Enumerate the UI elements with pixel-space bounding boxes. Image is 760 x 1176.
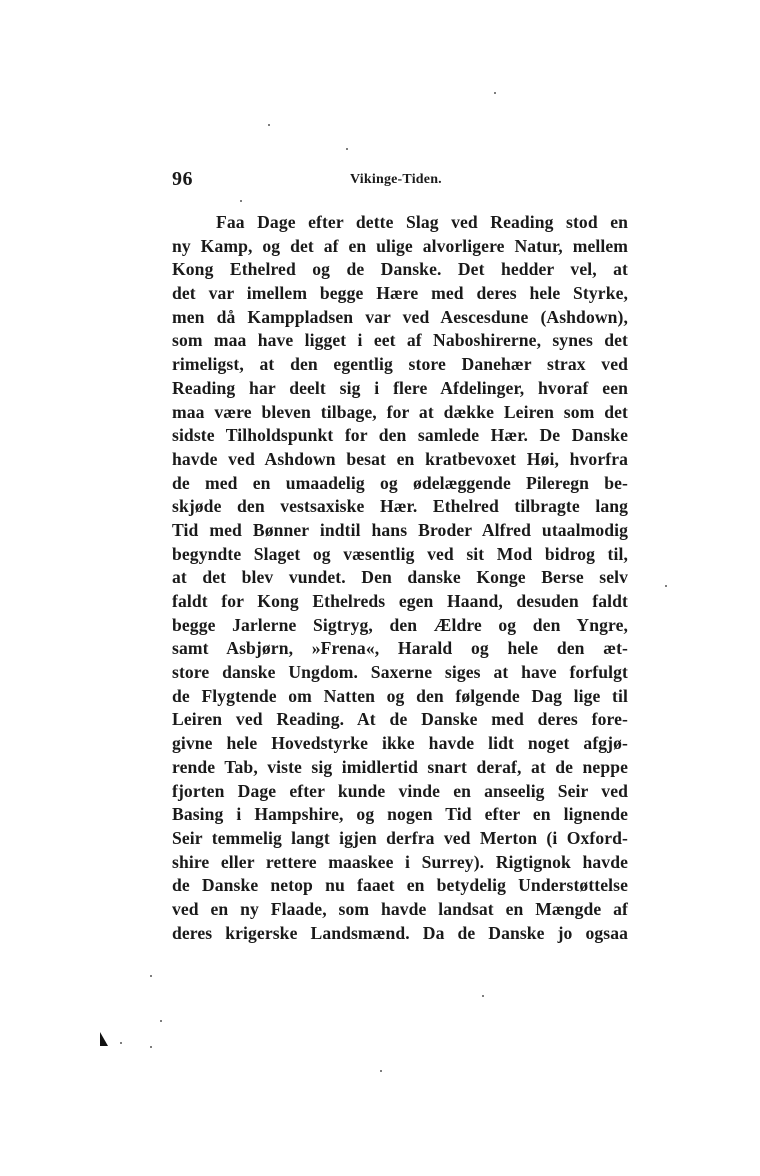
text-line: de med en umaadelig og ødelæggende Pileregn be- xyxy=(172,472,628,493)
text-line: rimeligst, at den egentlig store Danehær strax ved xyxy=(172,354,628,375)
scan-speck xyxy=(150,1046,152,1048)
scan-speck xyxy=(494,92,496,94)
text-line: Faa Dage efter dette Slag ved Reading stod en xyxy=(216,212,628,232)
text-line: skjøde den vestsaxiske Hær. Ethelred tilbragte lang xyxy=(172,496,628,517)
text-line: ny Kamp, og det af en ulige alvorligere Natur, mellem xyxy=(172,235,628,256)
text-line: Reading har deelt sig i flere Afdelinger, hvoraf een xyxy=(172,377,628,398)
text-line: fjorten Dage efter kunde vinde en anseelig Seir ved xyxy=(172,780,628,801)
body-text xyxy=(172,211,628,945)
text-line: ved en ny Flaade, som havde landsat en Mængde af xyxy=(172,898,628,919)
scan-corner-mark xyxy=(100,1032,108,1046)
scan-speck xyxy=(120,1042,122,1044)
page-number: 96 xyxy=(172,168,193,190)
scan-speck xyxy=(150,975,152,977)
text-line: faldt for Kong Ethelreds egen Haand, desuden faldt xyxy=(172,591,628,611)
text-line: det var imellem begge Hære med deres hele Styrke, xyxy=(172,283,628,304)
text-line: Seir temmelig langt igjen derfra ved Merton (i Oxford- xyxy=(172,827,628,848)
text-line: men då Kamppladsen var ved Aescesdune (Ashdown), xyxy=(172,306,628,327)
scan-speck xyxy=(240,200,242,202)
text-line: begyndte Slaget og væsentlig ved sit Mod bidrog til, xyxy=(172,543,628,564)
text-line: Leiren ved Reading. At de Danske med deres fore- xyxy=(172,709,628,730)
text-line: at det blev vundet. Den danske Konge Berse selv xyxy=(172,567,628,588)
scan-speck xyxy=(268,124,270,126)
text-line: sidste Tilholdspunkt for den samlede Hær. De Danske xyxy=(172,425,628,446)
text-line: maa være bleven tilbage, for at dække Leiren som det xyxy=(172,401,628,422)
text-line: shire eller rettere maaskee i Surrey). Rigtignok havde xyxy=(172,851,628,872)
text-line: som maa have ligget i eet af Naboshirerne, synes det xyxy=(172,330,628,351)
scan-speck xyxy=(160,1020,162,1022)
text-line: deres krigerske Landsmænd. Da de Danske jo ogsaa xyxy=(172,922,628,943)
text-line: de Danske netop nu faaet en betydelig Understøttelse xyxy=(172,875,628,896)
scan-speck xyxy=(346,148,348,150)
scan-speck xyxy=(482,995,484,997)
text-line: Kong Ethelred og de Danske. Det hedder vel, at xyxy=(172,259,628,280)
text-line: havde ved Ashdown besat en kratbevoxet Høi, hvorfra xyxy=(172,448,628,469)
text-line: begge Jarlerne Sigtryg, den Ældre og den Yngre, xyxy=(172,614,628,635)
scan-speck xyxy=(380,1070,382,1072)
scan-speck xyxy=(665,585,667,587)
text-line: givne hele Hovedstyrke ikke havde lidt noget afgjø- xyxy=(172,733,628,754)
text-line: rende Tab, viste sig imidlertid snart deraf, at de neppe xyxy=(172,756,628,777)
text-line: de Flygtende om Natten og den følgende Dag lige til xyxy=(172,685,628,706)
running-head: Vikinge-Tiden. xyxy=(350,172,442,187)
text-line: store danske Ungdom. Saxerne siges at have forfulgt xyxy=(172,662,628,683)
text-line: Basing i Hampshire, og nogen Tid efter en lignende xyxy=(172,804,628,825)
text-line: samt Asbjørn, »Frena«, Harald og hele den æt- xyxy=(172,638,628,659)
text-line: Tid med Bønner indtil hans Broder Alfred utaalmodig xyxy=(172,519,628,540)
